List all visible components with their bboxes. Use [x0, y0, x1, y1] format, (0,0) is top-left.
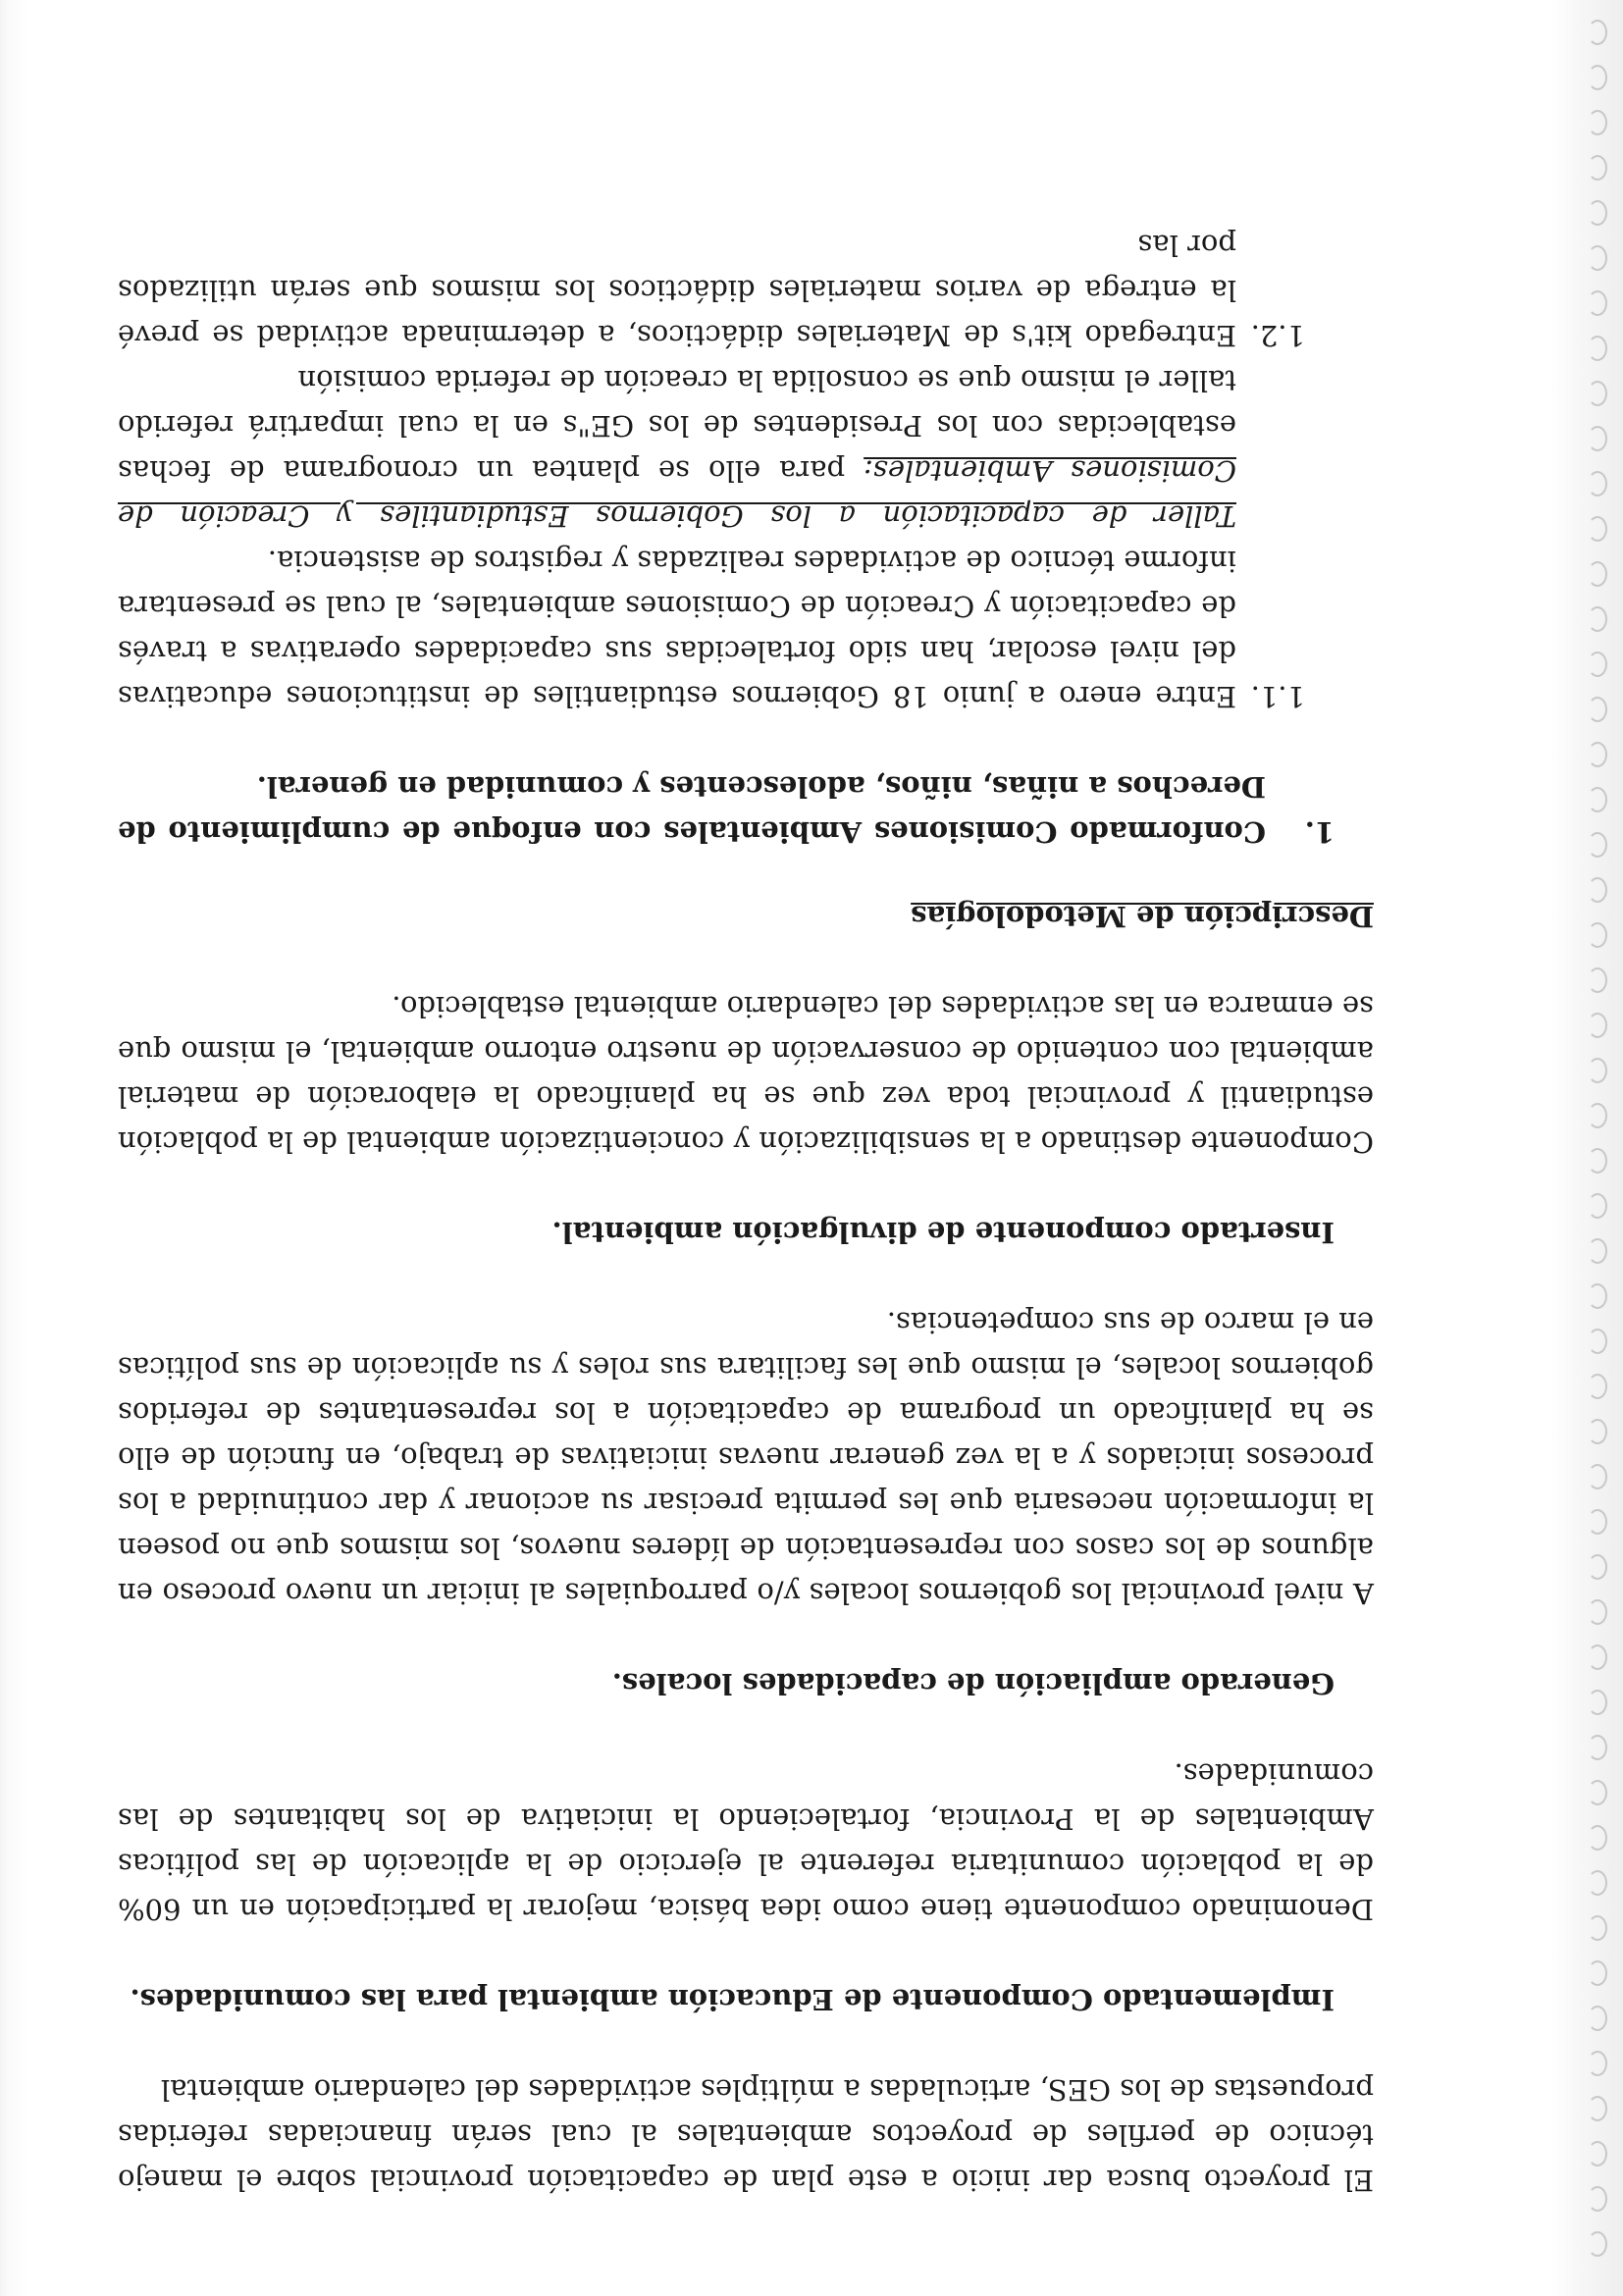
subitem-text: Entregado kit's de Materiales didácticos, a determinada actividad se prevé la entrega de varios materiales didácticos los mismos que serán utilizados por las: [118, 229, 1236, 352]
section-body-capacities: A nivel provincial los gobiernos locales y/o parroquiales al iniciar un nuevo proceso en algunos de los casos con representación de líderes nuevos, los mismos que no poseen la información necesaria que les permita precisar su accionar y dar continuidad a los procesos iniciados y a la vez generar nuevas iniciativas de trabajo, en función de ello se ha planificado un programa de capacitación a los representantes de referidos gobiernos locales, el mismo que les facilitara sus roles y su aplicación de sus políticas en el marco de sus competencias.: [118, 1306, 1374, 1610]
methodology-title: Descripción de Metodologías: [911, 900, 1374, 933]
spiral-binding: [1574, 20, 1613, 2276]
taller-paragraph: [118, 358, 1305, 539]
subitem-number: 1.1.: [1250, 680, 1305, 713]
subitem-number: 1.2.: [1250, 319, 1305, 352]
document-body: [117, 229, 1374, 2203]
taller-emphasis: Taller de capacitación a los Gobiernos Estudiantiles y Creación de Comisiones Ambientales:: [118, 454, 1236, 533]
item-text: Conformado Comisiones Ambientales con enfoque de cumplimiento de Derechos a niñas, niños, adolescentes y comunidad en general.: [118, 770, 1266, 849]
section-heading-divulgation: Insertado componente de divulgación ambiental.: [551, 1216, 1335, 1249]
methodology-subitem-1-2: [118, 223, 1305, 358]
item-number: 1.: [1304, 815, 1335, 849]
intro-paragraph: El proyecto busca dar inicio a este plan de capacitación provincial sobre el manejo técnico de perfiles de proyectos ambientales al cual serán financiadas referidas propuestas de los GES, articuladas a múltiples actividades del calendario ambiental: [118, 2073, 1374, 2197]
section-heading-education: Implementado Componente de Educación ambiental para las comunidades.: [130, 1983, 1335, 2016]
methodology-item-1: [118, 764, 1335, 855]
methodology-subitem-1-1: [118, 539, 1305, 719]
taller-text: para ello se plantea un cronograma de fechas establecidas con los Presidentes de los GE"s en la cual impartirá referido taller el mismo que se consolida la creación de referida comisión: [117, 364, 1236, 488]
subitem-text: Entre enero a junio 18 Gobiernos estudiantiles de instituciones educativas del nivel escolar, han sido fortalecidas sus capacidades operativas a través de capacitación y Creación de Comisiones ambientales, al cual se presentara informe técnico de actividades realizadas y registros de asistencia.: [118, 545, 1236, 713]
section-body-divulgation: Componente destinado a la sensibilización y concientización ambiental de la población estudiantil y provincial toda vez que se ha planificado la elaboración de material ambiental con contenido de conservación de nuestro entorno ambiental, el mismo que se enmarca en las actividades del calendario ambiental establecido.: [118, 990, 1374, 1159]
section-body-education: Denominado componente tiene como idea básica, mejorar la participación en un 60% de la población comunitaria referente al ejercicio de la aplicación de las políticas Ambientales de la Provincia, fortaleciendo la iniciativa de los habitantes de las comunidades.: [118, 1757, 1374, 1926]
section-heading-capacities: Generado ampliación de capacidades locales.: [611, 1667, 1335, 1700]
